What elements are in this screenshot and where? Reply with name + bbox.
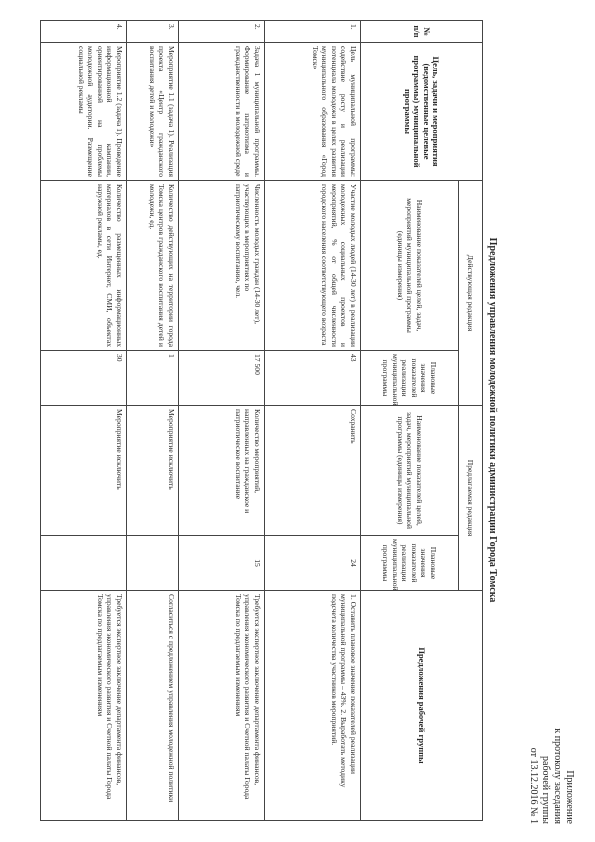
header-proposed: Предлагаемая редакция	[459, 406, 483, 591]
row-num: 4.	[41, 21, 127, 43]
row-new-value	[41, 536, 127, 591]
appendix-line: к протоколу заседания	[552, 728, 563, 824]
header-current-indicator-name: Наименование показателей целей, задач, мероприятий муниципальной программы (единицы измерения)	[361, 181, 459, 351]
header-current: Действующая редакция	[459, 181, 483, 406]
row-new-name: Сохранить	[265, 406, 361, 536]
table-row	[179, 21, 265, 821]
row-new-name: Мероприятие исключить	[127, 406, 179, 536]
header-proposals: Предложения рабочей группы	[361, 591, 483, 821]
proposals-table	[40, 20, 483, 821]
row-goal: Мероприятие 1.1 (задача 1). Реализация проекта «Центр гражданского воспитания детей и молодежи»	[127, 43, 179, 181]
row-num: 1.	[265, 21, 361, 43]
row-new-value: 15	[179, 536, 265, 591]
row-current-name: Численность молодых граждан (14-30 лет), участвующих в мероприятиях по патриотическому воспитанию, чел.	[179, 181, 265, 351]
appendix-line: рабочей группы	[540, 756, 551, 824]
row-num: 3.	[127, 21, 179, 43]
row-current-name: Количество размещенных информационных материалов в сети Интернет, СМИ, объектах наружной рекламы, ед.	[41, 181, 127, 351]
appendix-line: Приложение	[564, 770, 575, 824]
row-proposal: Требуется экспертное заключение департамента финансов, управления экономического развития и Счетной палаты Города Томска по предлагаемым изменениям	[179, 591, 265, 821]
row-proposal: 1. Оставить плановое значение показателей реализации муниципальной программы – 43%. 2. Выработать методику подсчета количества участников мероприятий.	[265, 591, 361, 821]
appendix-line: от 13.12.2016 № 1	[528, 747, 539, 824]
header-proposed-indicator-name: Наименование показателей целей, задач, мероприятий муниципальной программы (единицы измерения)	[361, 406, 459, 536]
row-proposal: Согласиться с предложением управления молодежной политики	[127, 591, 179, 821]
row-goal: Мероприятие 1.2 (задача 1). Проведение информационной кампании, ориентированной на проблемы молодежной аудитории. Размещение социальной рекламы	[41, 43, 127, 181]
header-goal: Цель, задачи и мероприятия (ведомственные целевые программы) муниципальной программы	[361, 43, 483, 181]
row-current-value: 1	[127, 351, 179, 406]
table-row	[41, 21, 127, 821]
row-current-value: 43	[265, 351, 361, 406]
row-num: 2.	[179, 21, 265, 43]
row-current-value: 30	[41, 351, 127, 406]
header-proposed-indicator-value: Плановые значения показателей реализации муниципальной программы	[361, 536, 459, 591]
row-goal: Цель муниципальной программы: содействие росту и реализации потенциала молодежи в целях развития муниципального образования «Город Томск»	[265, 43, 361, 181]
row-proposal: Требуется экспертное заключение департамента финансов, управления экономического развития и Счетной палаты Города Томска по предлагаемым изменениям	[41, 591, 127, 821]
header-num: № п/п	[361, 21, 483, 43]
document-title: Предложения управления молодежной политики администрации Города Томска	[487, 237, 498, 603]
row-new-value: 24	[265, 536, 361, 591]
row-new-value	[127, 536, 179, 591]
row-new-name: Количество мероприятий, направленных на гражданское и патриотическое воспитание	[179, 406, 265, 536]
table-row	[265, 21, 361, 821]
table-row	[127, 21, 179, 821]
row-current-name: Количество действующих на территории города Томска центров гражданского воспитания детей и молодежи, ед.	[127, 181, 179, 351]
row-goal: Задача 1 муниципальной программы. Формирование патриотизма и гражданственности в молодежной среде	[179, 43, 265, 181]
row-new-name: Мероприятие исключить	[41, 406, 127, 536]
row-current-value: 17 500	[179, 351, 265, 406]
header-current-indicator-value: Плановые значения показателей реализации муниципальной программы	[361, 351, 459, 406]
row-current-name: Участие молодых людей (14-30 лет) в реализации молодежных социальных проектов и мероприятий, % от общей численности городского населения соответствующего возраста	[265, 181, 361, 351]
appendix-note	[527, 728, 575, 824]
